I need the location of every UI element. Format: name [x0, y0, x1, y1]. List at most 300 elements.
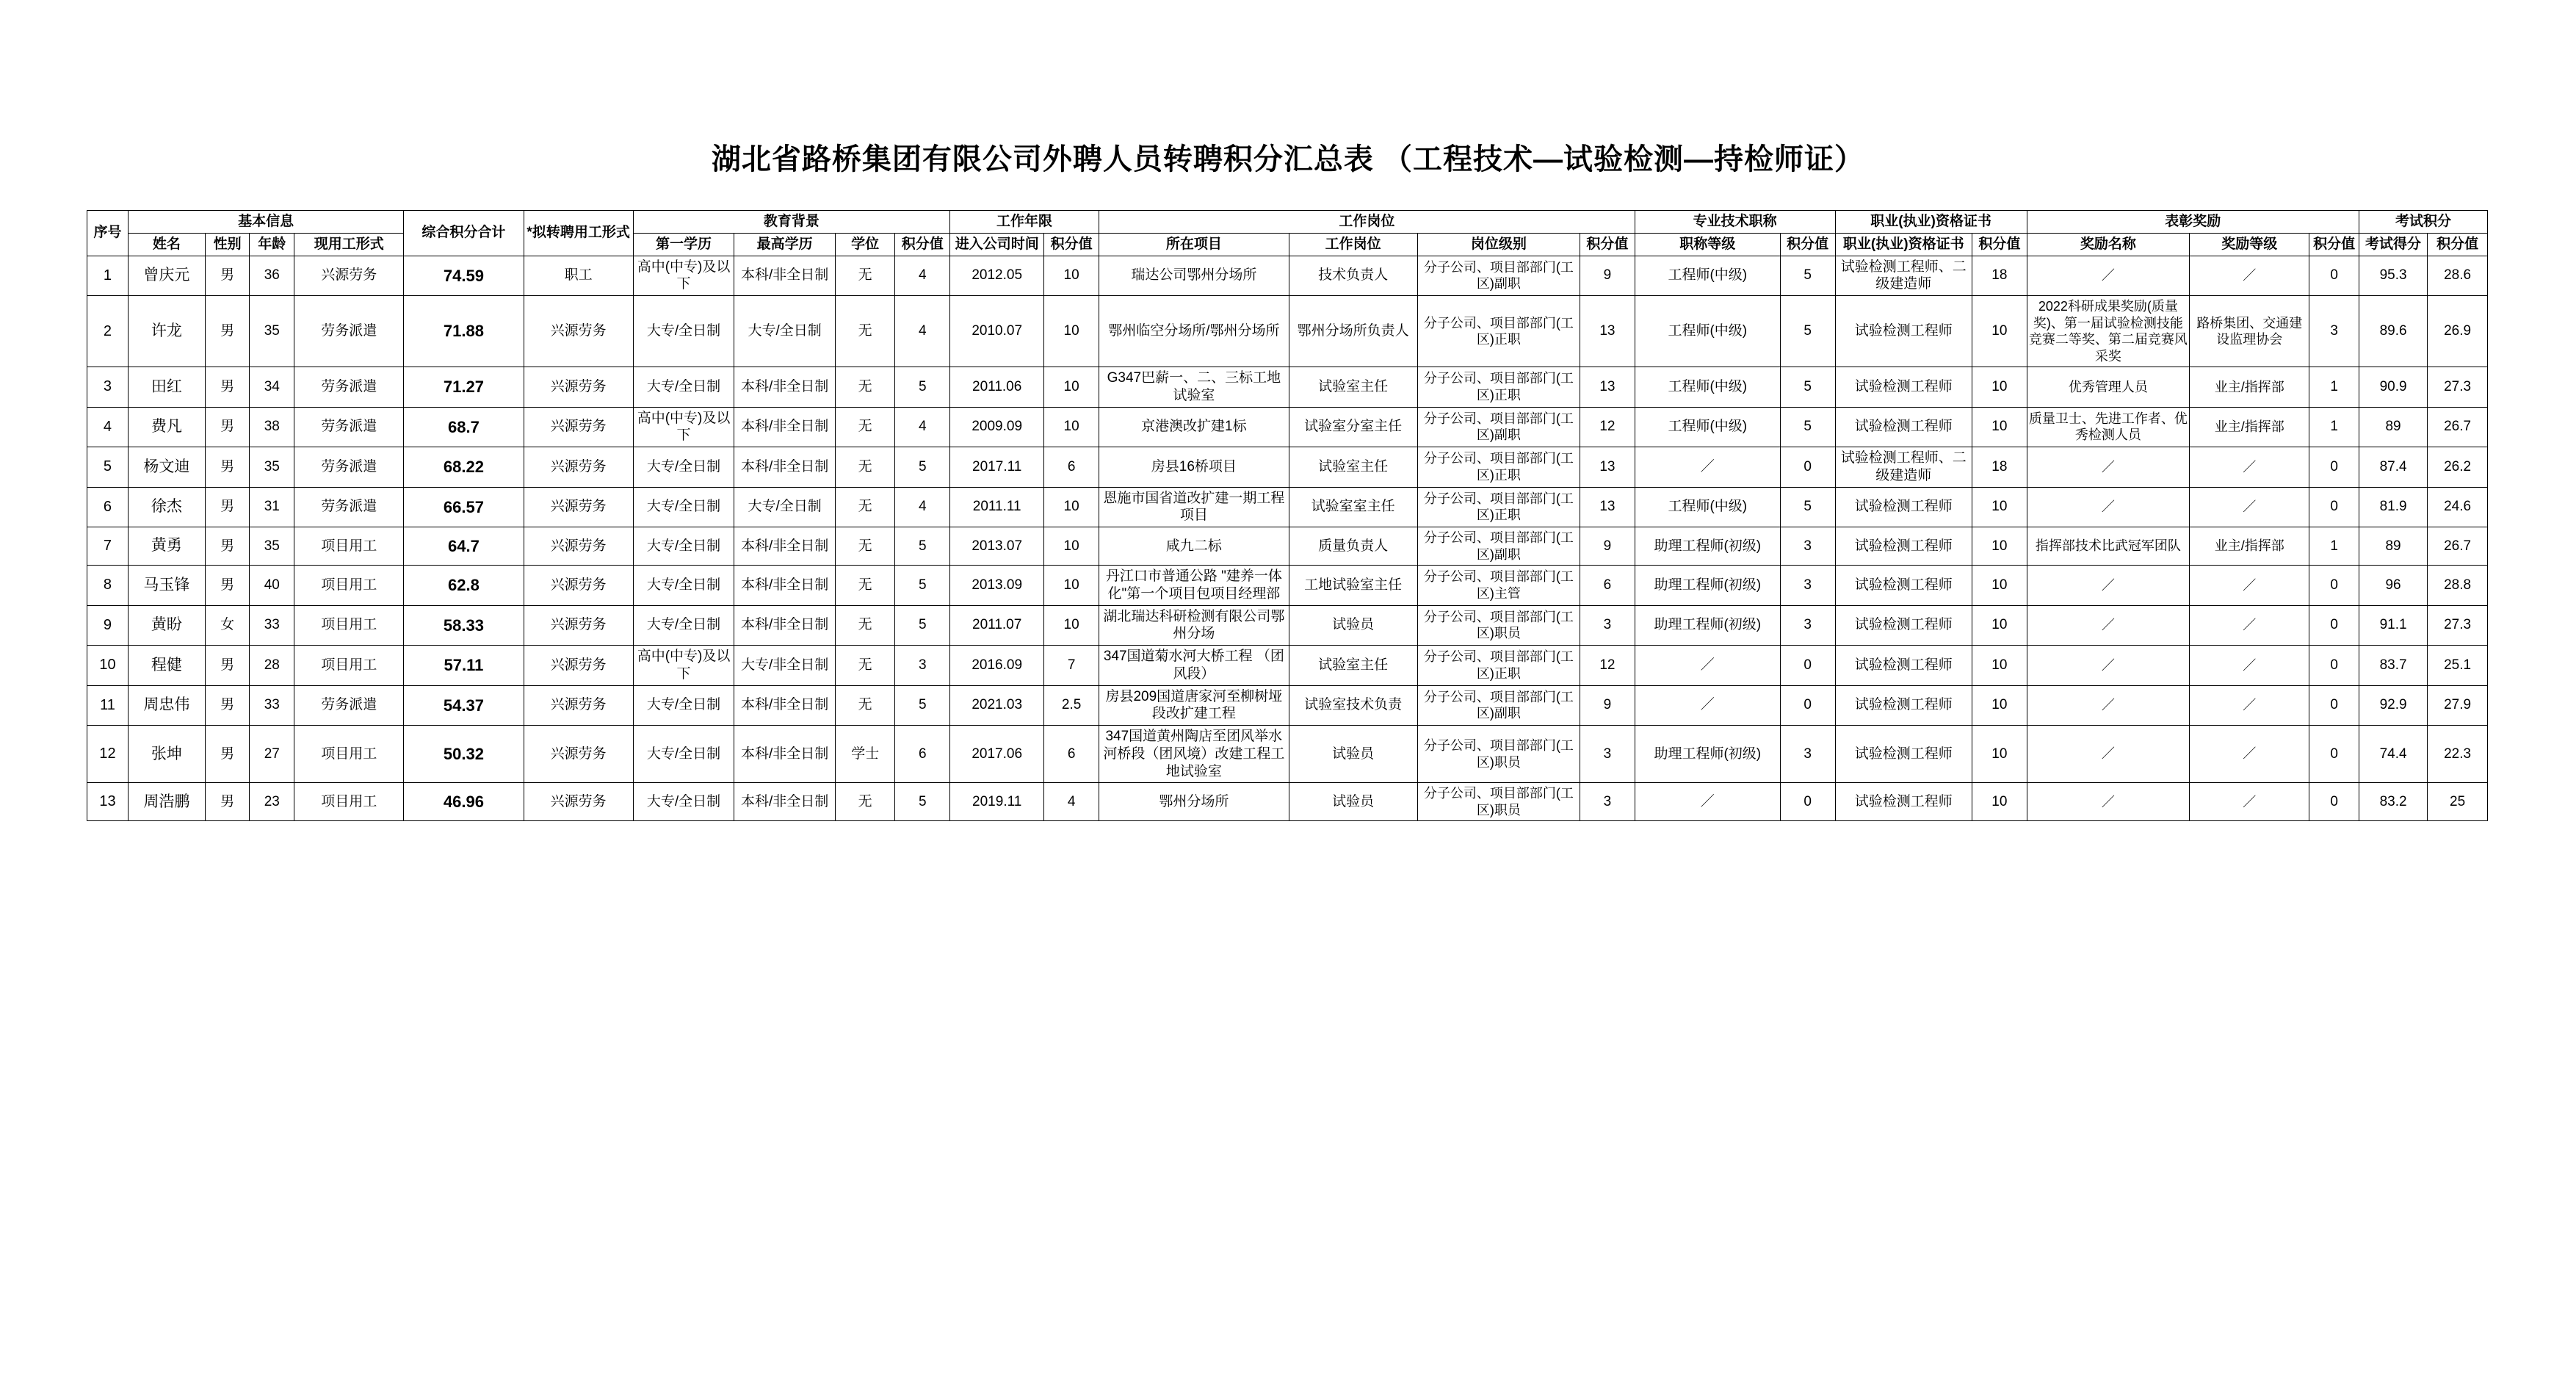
cell-degree: 无: [835, 407, 895, 447]
cell-edu-first: 大专/全日制: [633, 566, 734, 606]
cell-title-level: 助理工程师(初级): [1635, 566, 1780, 606]
cell-gender: 男: [205, 726, 250, 783]
cell-years-score: 6: [1044, 726, 1099, 783]
subheader-award-name: 奖励名称: [2027, 233, 2189, 256]
cell-years-score: 10: [1044, 367, 1099, 408]
cell-project: 丹江口市普通公路 "建养一体化"第一个项目包项目经理部: [1099, 566, 1289, 606]
cell-project: 347国道菊水河大桥工程 （团风段）: [1099, 646, 1289, 686]
cell-position: 技术负责人: [1289, 256, 1417, 296]
cell-position: 试验室技术负责: [1289, 685, 1417, 726]
cell-position-score: 13: [1580, 296, 1635, 367]
cell-position-score: 12: [1580, 407, 1635, 447]
cell-award-level: 业主/指挥部: [2190, 367, 2309, 408]
cell-intended-form: 兴源劳务: [524, 296, 633, 367]
subheader-join-date: 进入公司时间: [950, 233, 1044, 256]
cell-edu-highest: 本科/非全日制: [734, 566, 836, 606]
cell-total-score: 68.22: [404, 447, 524, 488]
cell-years-score: 10: [1044, 296, 1099, 367]
cell-gender: 男: [205, 256, 250, 296]
cell-degree: 无: [835, 367, 895, 408]
cell-edu-highest: 大专/全日制: [734, 296, 836, 367]
header-intended-form: *拟转聘用工形式: [524, 211, 633, 256]
cell-no: 4: [87, 407, 129, 447]
header-exam-score: 考试积分: [2359, 211, 2487, 234]
cell-edu-first: 大专/全日制: [633, 296, 734, 367]
cell-exam-score: 89: [2359, 407, 2427, 447]
cell-intended-form: 兴源劳务: [524, 407, 633, 447]
cell-name: 张坤: [128, 726, 205, 783]
cell-title-score: 3: [1780, 605, 1835, 646]
cell-title-level: 工程师(中级): [1635, 487, 1780, 527]
cell-exam-score: 87.4: [2359, 447, 2427, 488]
cell-title-score: 5: [1780, 367, 1835, 408]
cell-exam-score: 90.9: [2359, 367, 2427, 408]
cell-no: 1: [87, 256, 129, 296]
cell-join-date: 2009.09: [950, 407, 1044, 447]
cell-project: 房县16桥项目: [1099, 447, 1289, 488]
cell-current-form: 项目用工: [294, 783, 404, 821]
table-row: [87, 447, 2488, 488]
cell-exam-points: 22.3: [2428, 726, 2488, 783]
cell-award-name: ／: [2027, 256, 2189, 296]
cell-exam-score: 96: [2359, 566, 2427, 606]
cell-no: 3: [87, 367, 129, 408]
cell-title-level: ／: [1635, 646, 1780, 686]
cell-award-name: ／: [2027, 447, 2189, 488]
cell-award-name: ／: [2027, 783, 2189, 821]
cell-cert: 试验检测工程师: [1835, 527, 1972, 566]
cell-award-level: 业主/指挥部: [2190, 527, 2309, 566]
cell-cert: 试验检测工程师: [1835, 296, 1972, 367]
cell-title-score: 5: [1780, 407, 1835, 447]
cell-no: 11: [87, 685, 129, 726]
cell-name: 周浩鹏: [128, 783, 205, 821]
cell-current-form: 项目用工: [294, 605, 404, 646]
cell-join-date: 2011.11: [950, 487, 1044, 527]
table-row: [87, 407, 2488, 447]
cell-position-level: 分子公司、项目部部门(工区)正职: [1417, 296, 1580, 367]
subheader-years-score: 积分值: [1044, 233, 1099, 256]
cell-exam-points: 28.8: [2428, 566, 2488, 606]
cell-position-level: 分子公司、项目部部门(工区)职员: [1417, 605, 1580, 646]
cell-join-date: 2011.07: [950, 605, 1044, 646]
cell-position: 试验员: [1289, 783, 1417, 821]
cell-position: 试验室主任: [1289, 447, 1417, 488]
cell-exam-points: 26.9: [2428, 296, 2488, 367]
cell-title-score: 3: [1780, 726, 1835, 783]
cell-current-form: 劳务派遣: [294, 487, 404, 527]
cell-position: 工地试验室主任: [1289, 566, 1417, 606]
cell-edu-score: 4: [895, 407, 950, 447]
cell-years-score: 10: [1044, 605, 1099, 646]
cell-award-score: 0: [2309, 487, 2359, 527]
cell-name: 费凡: [128, 407, 205, 447]
cell-edu-first: 大专/全日制: [633, 447, 734, 488]
cell-age: 33: [250, 685, 294, 726]
cell-exam-score: 83.2: [2359, 783, 2427, 821]
cell-position-level: 分子公司、项目部部门(工区)正职: [1417, 646, 1580, 686]
cell-name: 许龙: [128, 296, 205, 367]
cell-award-level: 路桥集团、交通建设监理协会: [2190, 296, 2309, 367]
cell-position-score: 6: [1580, 566, 1635, 606]
cell-name: 杨文迪: [128, 447, 205, 488]
cell-cert-score: 10: [1972, 527, 2027, 566]
cell-position: 质量负责人: [1289, 527, 1417, 566]
cell-name: 周忠伟: [128, 685, 205, 726]
cell-join-date: 2017.11: [950, 447, 1044, 488]
cell-gender: 男: [205, 685, 250, 726]
cell-total-score: 54.37: [404, 685, 524, 726]
cell-join-date: 2011.06: [950, 367, 1044, 408]
cell-total-score: 71.27: [404, 367, 524, 408]
cell-cert: 试验检测工程师: [1835, 566, 1972, 606]
cell-no: 8: [87, 566, 129, 606]
cell-years-score: 10: [1044, 566, 1099, 606]
cell-cert: 试验检测工程师: [1835, 487, 1972, 527]
cell-award-name: 2022科研成果奖励(质量奖)、第一届试验检测技能竞赛二等奖、第二届竞赛风采奖: [2027, 296, 2189, 367]
subheader-award-score: 积分值: [2309, 233, 2359, 256]
cell-join-date: 2013.09: [950, 566, 1044, 606]
cell-award-level: 业主/指挥部: [2190, 407, 2309, 447]
cell-total-score: 74.59: [404, 256, 524, 296]
cell-exam-points: 26.7: [2428, 407, 2488, 447]
cell-years-score: 6: [1044, 447, 1099, 488]
cell-current-form: 劳务派遣: [294, 367, 404, 408]
cell-exam-points: 25.1: [2428, 646, 2488, 686]
cell-edu-score: 5: [895, 527, 950, 566]
cell-edu-highest: 本科/非全日制: [734, 783, 836, 821]
cell-total-score: 64.7: [404, 527, 524, 566]
cell-award-name: ／: [2027, 685, 2189, 726]
cell-position-score: 3: [1580, 605, 1635, 646]
cell-position-level: 分子公司、项目部部门(工区)正职: [1417, 447, 1580, 488]
cell-gender: 男: [205, 407, 250, 447]
cell-years-score: 2.5: [1044, 685, 1099, 726]
header-total-score: 综合积分合计: [404, 211, 524, 256]
cell-title-level: 助理工程师(初级): [1635, 726, 1780, 783]
cell-exam-points: 26.2: [2428, 447, 2488, 488]
cell-exam-score: 81.9: [2359, 487, 2427, 527]
cell-edu-score: 5: [895, 566, 950, 606]
cell-cert-score: 10: [1972, 685, 2027, 726]
subheader-name: 姓名: [128, 233, 205, 256]
cell-name: 黄勇: [128, 527, 205, 566]
cell-gender: 男: [205, 566, 250, 606]
subheader-cert-score: 积分值: [1972, 233, 2027, 256]
subheader-position-score: 积分值: [1580, 233, 1635, 256]
cell-position: 鄂州分场所负责人: [1289, 296, 1417, 367]
cell-name: 黄盼: [128, 605, 205, 646]
cell-award-level: ／: [2190, 783, 2309, 821]
cell-award-name: ／: [2027, 646, 2189, 686]
cell-award-score: 0: [2309, 646, 2359, 686]
cell-project: 恩施市国省道改扩建一期工程项目: [1099, 487, 1289, 527]
subheader-title-score: 积分值: [1780, 233, 1835, 256]
cell-total-score: 58.33: [404, 605, 524, 646]
cell-title-level: 工程师(中级): [1635, 256, 1780, 296]
cell-edu-first: 高中(中专)及以下: [633, 407, 734, 447]
cell-position: 试验员: [1289, 726, 1417, 783]
cell-edu-highest: 大专/全日制: [734, 487, 836, 527]
cell-intended-form: 兴源劳务: [524, 527, 633, 566]
cell-age: 40: [250, 566, 294, 606]
cell-edu-first: 大专/全日制: [633, 685, 734, 726]
cell-position-level: 分子公司、项目部部门(工区)职员: [1417, 726, 1580, 783]
header-no: 序号: [87, 211, 129, 256]
cell-gender: 男: [205, 783, 250, 821]
cell-edu-score: 4: [895, 296, 950, 367]
cell-project: 鄂州临空分场所/鄂州分场所: [1099, 296, 1289, 367]
cell-position-level: 分子公司、项目部部门(工区)职员: [1417, 783, 1580, 821]
cell-current-form: 项目用工: [294, 646, 404, 686]
cell-edu-highest: 本科/非全日制: [734, 726, 836, 783]
cell-intended-form: 兴源劳务: [524, 367, 633, 408]
cell-degree: 无: [835, 783, 895, 821]
cell-title-score: 3: [1780, 566, 1835, 606]
table-row: [87, 256, 2488, 296]
cell-edu-highest: 本科/非全日制: [734, 407, 836, 447]
cell-years-score: 7: [1044, 646, 1099, 686]
cell-award-score: 0: [2309, 447, 2359, 488]
subheader-position-level: 岗位级别: [1417, 233, 1580, 256]
cell-age: 35: [250, 296, 294, 367]
table-row: [87, 566, 2488, 606]
cell-cert: 试验检测工程师: [1835, 367, 1972, 408]
cell-position-score: 3: [1580, 783, 1635, 821]
cell-edu-highest: 本科/非全日制: [734, 685, 836, 726]
cell-intended-form: 兴源劳务: [524, 783, 633, 821]
subheader-degree: 学位: [835, 233, 895, 256]
cell-award-score: 0: [2309, 726, 2359, 783]
table-row: [87, 646, 2488, 686]
cell-no: 12: [87, 726, 129, 783]
cell-name: 徐杰: [128, 487, 205, 527]
cell-edu-first: 大专/全日制: [633, 783, 734, 821]
cell-join-date: 2021.03: [950, 685, 1044, 726]
cell-age: 28: [250, 646, 294, 686]
subheader-edu-highest: 最高学历: [734, 233, 836, 256]
cell-position-score: 13: [1580, 447, 1635, 488]
cell-position-level: 分子公司、项目部部门(工区)正职: [1417, 487, 1580, 527]
cell-title-score: 0: [1780, 646, 1835, 686]
cell-age: 36: [250, 256, 294, 296]
cell-current-form: 项目用工: [294, 527, 404, 566]
cell-title-score: 5: [1780, 296, 1835, 367]
subheader-award-level: 奖励等级: [2190, 233, 2309, 256]
cell-degree: 无: [835, 685, 895, 726]
cell-award-level: ／: [2190, 726, 2309, 783]
cell-degree: 无: [835, 605, 895, 646]
cell-join-date: 2010.07: [950, 296, 1044, 367]
cell-exam-score: 83.7: [2359, 646, 2427, 686]
cell-gender: 男: [205, 487, 250, 527]
cell-project: 鄂州分场所: [1099, 783, 1289, 821]
cell-award-score: 0: [2309, 566, 2359, 606]
cell-project: 京港澳改扩建1标: [1099, 407, 1289, 447]
cell-cert-score: 10: [1972, 487, 2027, 527]
cell-award-level: ／: [2190, 566, 2309, 606]
cell-edu-score: 3: [895, 646, 950, 686]
cell-edu-highest: 大专/非全日制: [734, 646, 836, 686]
cell-position-score: 13: [1580, 487, 1635, 527]
cell-intended-form: 兴源劳务: [524, 566, 633, 606]
cell-no: 13: [87, 783, 129, 821]
cell-exam-points: 27.3: [2428, 605, 2488, 646]
cell-exam-score: 74.4: [2359, 726, 2427, 783]
cell-position-level: 分子公司、项目部部门(工区)副职: [1417, 256, 1580, 296]
cell-intended-form: 兴源劳务: [524, 685, 633, 726]
cell-no: 6: [87, 487, 129, 527]
cell-edu-first: 高中(中专)及以下: [633, 646, 734, 686]
cell-exam-score: 89: [2359, 527, 2427, 566]
cell-edu-first: 大专/全日制: [633, 605, 734, 646]
cell-title-level: 工程师(中级): [1635, 367, 1780, 408]
cell-edu-score: 5: [895, 783, 950, 821]
cell-edu-score: 5: [895, 685, 950, 726]
table-row: [87, 726, 2488, 783]
cell-position-score: 9: [1580, 527, 1635, 566]
cell-current-form: 劳务派遣: [294, 447, 404, 488]
cell-total-score: 71.88: [404, 296, 524, 367]
cell-edu-score: 5: [895, 605, 950, 646]
cell-project: 房县209国道唐家河至柳树垭段改扩建工程: [1099, 685, 1289, 726]
cell-cert-score: 10: [1972, 407, 2027, 447]
cell-degree: 无: [835, 256, 895, 296]
cell-award-name: 优秀管理人员: [2027, 367, 2189, 408]
cell-years-score: 10: [1044, 487, 1099, 527]
subheader-edu-first: 第一学历: [633, 233, 734, 256]
cell-exam-points: 25: [2428, 783, 2488, 821]
cell-award-level: ／: [2190, 256, 2309, 296]
cell-position-score: 13: [1580, 367, 1635, 408]
cell-cert-score: 10: [1972, 726, 2027, 783]
cell-current-form: 项目用工: [294, 566, 404, 606]
cell-edu-first: 大专/全日制: [633, 367, 734, 408]
cell-award-level: ／: [2190, 646, 2309, 686]
cell-cert: 试验检测工程师: [1835, 646, 1972, 686]
cell-position-level: 分子公司、项目部部门(工区)副职: [1417, 527, 1580, 566]
subheader-gender: 性别: [205, 233, 250, 256]
cell-no: 2: [87, 296, 129, 367]
cell-award-score: 0: [2309, 783, 2359, 821]
subheader-age: 年龄: [250, 233, 294, 256]
cell-cert-score: 18: [1972, 447, 2027, 488]
table-body: [87, 256, 2488, 821]
cell-total-score: 50.32: [404, 726, 524, 783]
page-title: 湖北省路桥集团有限公司外聘人员转聘积分汇总表 （工程技术—试验检测—持检师证）: [711, 143, 1865, 176]
cell-age: 34: [250, 367, 294, 408]
cell-project: 瑞达公司鄂州分场所: [1099, 256, 1289, 296]
cell-title-score: 3: [1780, 527, 1835, 566]
cell-position: 试验室主任: [1289, 367, 1417, 408]
table-row: [87, 487, 2488, 527]
cell-no: 9: [87, 605, 129, 646]
cell-years-score: 10: [1044, 527, 1099, 566]
table-header: [87, 211, 2488, 256]
cell-cert: 试验检测工程师: [1835, 605, 1972, 646]
cell-age: 35: [250, 527, 294, 566]
cell-title-level: ／: [1635, 685, 1780, 726]
cell-gender: 男: [205, 367, 250, 408]
cell-project: G347巴薪一、二、三标工地试验室: [1099, 367, 1289, 408]
cell-edu-score: 4: [895, 256, 950, 296]
table-row: [87, 367, 2488, 408]
cell-award-level: ／: [2190, 605, 2309, 646]
cell-project: 347国道黄州陶店至团风举水河桥段（团风境）改建工程工地试验室: [1099, 726, 1289, 783]
cell-position-level: 分子公司、项目部部门(工区)主管: [1417, 566, 1580, 606]
cell-title-level: 工程师(中级): [1635, 407, 1780, 447]
cell-title-score: 5: [1780, 256, 1835, 296]
cell-current-form: 兴源劳务: [294, 256, 404, 296]
cell-join-date: 2012.05: [950, 256, 1044, 296]
cell-position-level: 分子公司、项目部部门(工区)正职: [1417, 367, 1580, 408]
cell-edu-score: 6: [895, 726, 950, 783]
cell-intended-form: 职工: [524, 256, 633, 296]
cell-position-score: 3: [1580, 726, 1635, 783]
cell-position-level: 分子公司、项目部部门(工区)副职: [1417, 407, 1580, 447]
cell-award-name: 质量卫士、先进工作者、优秀检测人员: [2027, 407, 2189, 447]
subheader-exam-score: 考试得分: [2359, 233, 2427, 256]
cell-name: 程健: [128, 646, 205, 686]
cell-award-score: 3: [2309, 296, 2359, 367]
cell-title-score: 0: [1780, 783, 1835, 821]
cell-title-score: 5: [1780, 487, 1835, 527]
cell-name: 田红: [128, 367, 205, 408]
cell-cert-score: 18: [1972, 256, 2027, 296]
cell-total-score: 68.7: [404, 407, 524, 447]
cell-age: 23: [250, 783, 294, 821]
table-row: [87, 527, 2488, 566]
score-table: [87, 210, 2488, 821]
cell-current-form: 项目用工: [294, 726, 404, 783]
cell-exam-points: 27.3: [2428, 367, 2488, 408]
cell-cert: 试验检测工程师: [1835, 685, 1972, 726]
cell-join-date: 2019.11: [950, 783, 1044, 821]
cell-edu-highest: 本科/非全日制: [734, 447, 836, 488]
cell-position: 试验室室主任: [1289, 487, 1417, 527]
subheader-cert: 职业(执业)资格证书: [1835, 233, 1972, 256]
cell-exam-points: 27.9: [2428, 685, 2488, 726]
cell-intended-form: 兴源劳务: [524, 726, 633, 783]
cell-edu-highest: 本科/非全日制: [734, 256, 836, 296]
cell-edu-first: 高中(中专)及以下: [633, 256, 734, 296]
cell-edu-first: 大专/全日制: [633, 726, 734, 783]
cell-age: 38: [250, 407, 294, 447]
cell-degree: 无: [835, 646, 895, 686]
cell-gender: 男: [205, 527, 250, 566]
score-table-container: [87, 210, 2489, 821]
cell-position-score: 9: [1580, 256, 1635, 296]
header-work-position: 工作岗位: [1099, 211, 1635, 234]
cell-exam-score: 91.1: [2359, 605, 2427, 646]
cell-degree: 无: [835, 566, 895, 606]
cell-cert: 试验检测工程师: [1835, 783, 1972, 821]
cell-join-date: 2016.09: [950, 646, 1044, 686]
cell-award-name: ／: [2027, 487, 2189, 527]
cell-edu-score: 5: [895, 367, 950, 408]
cell-title-level: 助理工程师(初级): [1635, 605, 1780, 646]
cell-exam-points: 28.6: [2428, 256, 2488, 296]
cell-exam-score: 89.6: [2359, 296, 2427, 367]
cell-award-score: 1: [2309, 407, 2359, 447]
subheader-edu-score: 积分值: [895, 233, 950, 256]
cell-cert-score: 10: [1972, 783, 2027, 821]
subheader-current-form: 现用工形式: [294, 233, 404, 256]
cell-age: 27: [250, 726, 294, 783]
cell-award-score: 0: [2309, 605, 2359, 646]
table-row: [87, 605, 2488, 646]
header-basic-info: 基本信息: [128, 211, 403, 234]
